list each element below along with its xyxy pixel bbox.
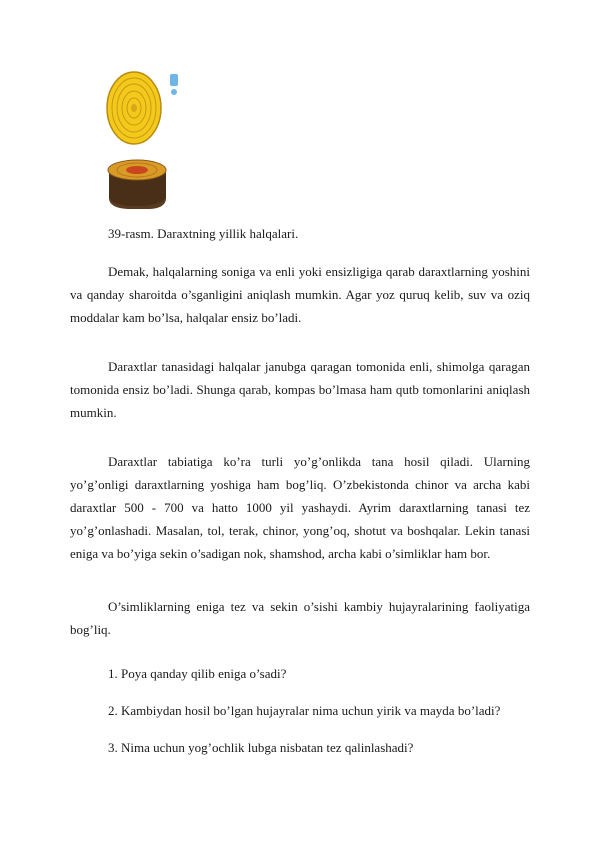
- tree-cross-section-image: [104, 70, 194, 150]
- figure-caption: 39-rasm. Daraxtning yillik halqalari.: [108, 226, 299, 241]
- question-1: 1. Poya qanday qilib eniga o’sadi?: [108, 666, 287, 681]
- tree-stump-image: [104, 154, 194, 212]
- question-3: 3. Nima uchun yog’ochlik lubga nisbatan tez qalinlashadi?: [108, 740, 414, 755]
- question-2: 2. Kambiydan hosil bo’lgan hujayralar nima uchun yirik va mayda bo’ladi?: [108, 703, 501, 718]
- paragraph-4: O’simliklarning eniga tez va sekin o’sishi kambiy hujayralarining faoliyatiga bog’liq.: [70, 599, 530, 637]
- paragraph-3: Daraxtlar tabiatiga ko’ra turli yo’g’onlikda tana hosil qiladi. Ularning yo’g’onligi daraxtlarning yoshiga ham bog’liq. O’zbekistonda chinor va archa kabi daraxtlar 500 - 700 va hatto 1000 yil yashaydi. Ayrim daraxtlarning tanasi tez yo’g’onlashadi. Masalan, tol, terak, chinor, yong’oq, shotut va boshqalar. Lekin tanasi eniga va bo’yiga sekin o’sadigan nok, shamshod, archa kabi o’simliklar ham bor.: [70, 454, 530, 561]
- paragraph-2: Daraxtlar tanasidagi halqalar janubga qaragan tomonida enli, shimolga qaragan tomonida ensiz bo’ladi. Shunga qarab, kompas bo’lmasa ham qutb tomonlarini aniqlash mumkin.: [70, 359, 530, 420]
- tree-rings-figure: [104, 70, 194, 210]
- paragraph-1: Demak, halqalarning soniga va enli yoki ensizligiga qarab daraxtlarning yoshini va qanday sharoitda o’sganligini aniqlash mumkin. Agar yoz quruq kelib, suv va oziq moddalar kam bo’lsa, halqalar ensiz bo’ladi.: [70, 264, 530, 325]
